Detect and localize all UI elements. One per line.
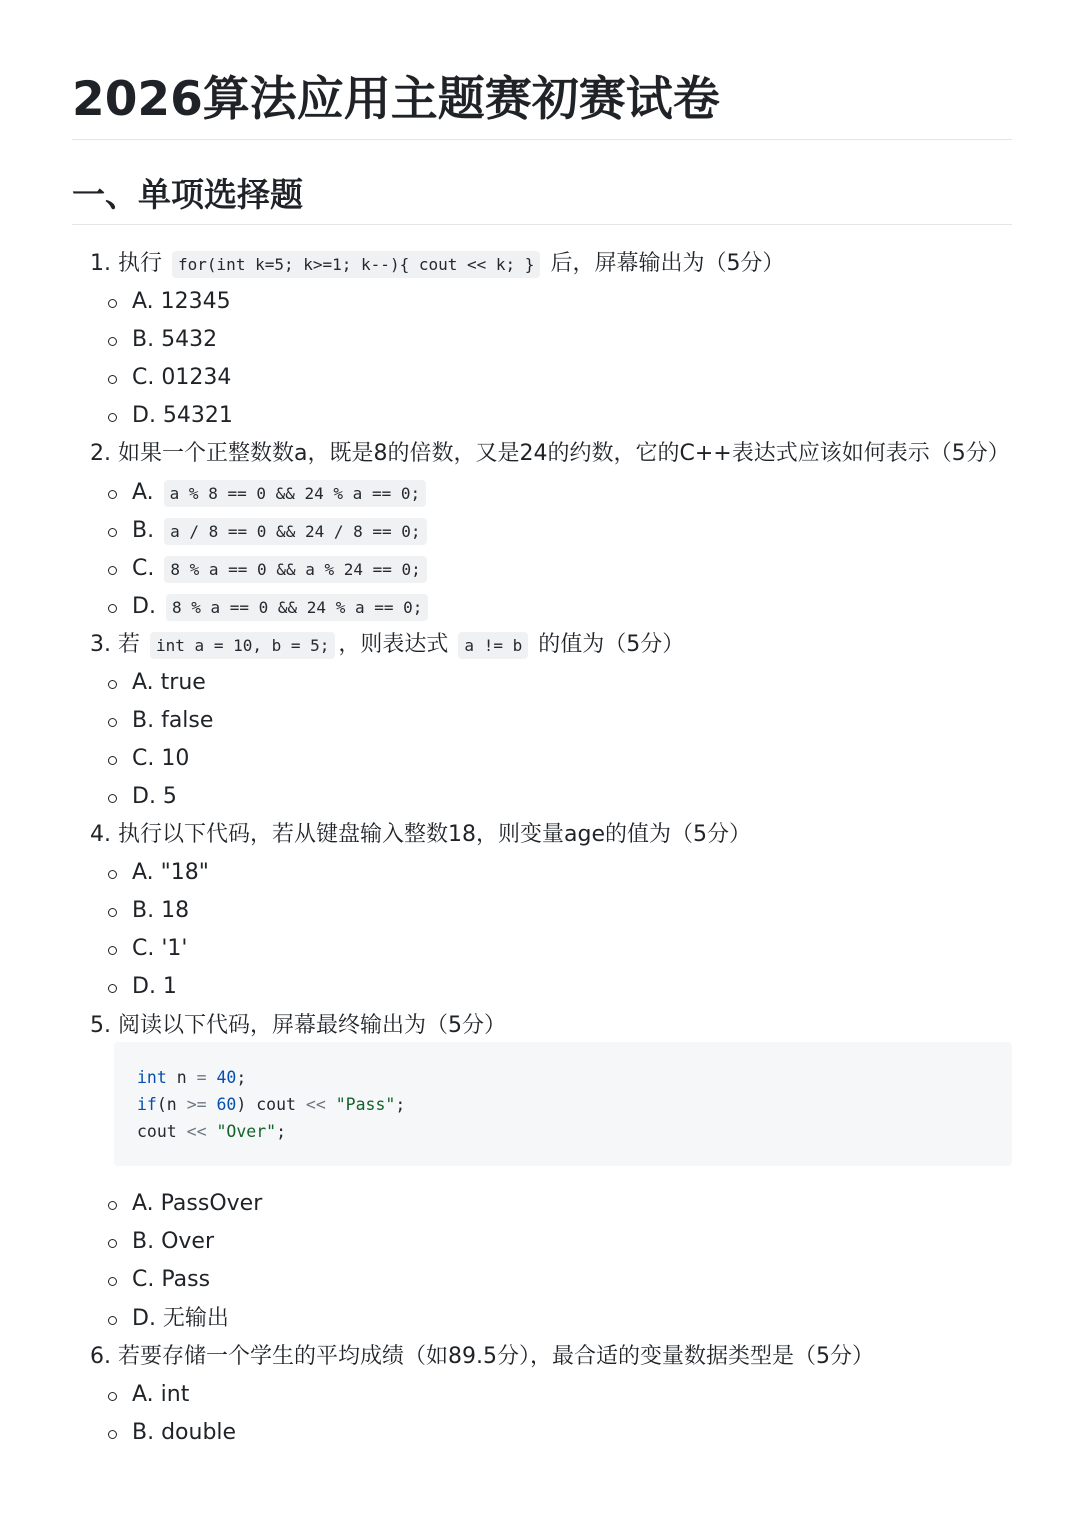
option-3d: D. 5 [132, 781, 177, 813]
option-4b: B. 18 [132, 895, 189, 927]
option-4a: A. "18" [132, 857, 209, 889]
option-6b: B. double [132, 1417, 236, 1449]
code-text: ) cout [236, 1095, 306, 1114]
question-text: 执行以下代码，若从键盘输入整数18，则变量age的值为（5分） [118, 822, 751, 847]
option-code: 8 % a == 0 && a % 24 == 0; [164, 556, 426, 583]
option-3c: C. 10 [132, 743, 189, 775]
question-4 [90, 819, 751, 851]
code-number: 60 [206, 1095, 237, 1114]
code-operator: = [196, 1068, 207, 1087]
option-code: a / 8 == 0 && 24 / 8 == 0; [164, 518, 426, 545]
question-text: 执行 [118, 251, 163, 276]
option-4d: D. 1 [132, 971, 177, 1003]
question-text: 阅读以下代码，屏幕最终输出为（5分） [118, 1013, 506, 1038]
code-operator: << [305, 1095, 326, 1114]
question-3 [90, 629, 684, 662]
option-code: 8 % a == 0 && 24 % a == 0; [166, 594, 428, 621]
code-text: ; [236, 1068, 247, 1087]
option-2b [132, 515, 430, 548]
option-2a [132, 477, 429, 510]
code-text: (n [156, 1095, 187, 1114]
code-string: "Over" [206, 1122, 277, 1141]
code-text: cout [137, 1122, 187, 1141]
option-4c: C. '1' [132, 933, 187, 965]
option-5a: A. PassOver [132, 1188, 262, 1220]
question-text: 后，屏幕输出为（5分） [550, 251, 785, 276]
code-line-2 [137, 1095, 405, 1114]
code-line-1 [137, 1068, 246, 1087]
option-letter: A. [132, 480, 154, 505]
question-6 [90, 1341, 874, 1373]
code-number: 40 [206, 1068, 237, 1087]
option-code: a % 8 == 0 && 24 % a == 0; [164, 480, 426, 507]
code-operator: >= [186, 1095, 207, 1114]
inline-code: a != b [458, 632, 528, 659]
question-number: 1. [90, 251, 111, 276]
option-1a: A. 12345 [132, 286, 231, 318]
title-divider [72, 139, 1012, 140]
question-5 [90, 1010, 506, 1042]
inline-code: for(int k=5; k>=1; k--){ cout << k; } [172, 251, 540, 278]
option-2d [132, 591, 431, 624]
question-number: 4. [90, 822, 111, 847]
code-line-3 [137, 1122, 286, 1141]
question-2 [90, 438, 1010, 470]
option-5b: B. Over [132, 1226, 214, 1258]
question-text: 若 [118, 632, 141, 657]
option-letter: B. [132, 518, 155, 543]
code-text: ; [276, 1122, 287, 1141]
inline-code: int a = 10, b = 5; [150, 632, 335, 659]
question-number: 2. [90, 441, 111, 466]
question-1 [90, 248, 784, 281]
code-block [114, 1042, 1012, 1166]
option-1d: D. 54321 [132, 400, 233, 432]
code-content [137, 1064, 405, 1145]
section-divider [72, 224, 1012, 225]
option-1c: C. 01234 [132, 362, 231, 394]
option-3b: B. false [132, 705, 213, 737]
question-text: 的值为（5分） [538, 632, 685, 657]
code-keyword: if [137, 1095, 157, 1114]
option-2c [132, 553, 430, 586]
question-text: 若要存储一个学生的平均成绩（如89.5分），最合适的变量数据类型是（5分） [118, 1344, 874, 1369]
code-operator: << [186, 1122, 207, 1141]
page-title: 2026算法应用主题赛初赛试卷 [72, 72, 720, 127]
question-text: ，则表达式 [338, 632, 449, 657]
option-5c: C. Pass [132, 1264, 210, 1296]
code-string: "Pass" [325, 1095, 396, 1114]
code-keyword: int [137, 1068, 167, 1087]
option-6a: A. int [132, 1379, 189, 1411]
question-number: 6. [90, 1344, 111, 1369]
code-text: n [166, 1068, 197, 1087]
option-5d: D. 无输出 [132, 1303, 229, 1335]
option-letter: C. [132, 556, 155, 581]
question-number: 5. [90, 1013, 111, 1038]
option-1b: B. 5432 [132, 324, 217, 356]
question-number: 3. [90, 632, 111, 657]
option-3a: A. true [132, 667, 206, 699]
option-letter: D. [132, 594, 156, 619]
code-text: ; [395, 1095, 406, 1114]
section-heading: 一、单项选择题 [72, 175, 303, 214]
question-text: 如果一个正整数数a，既是8的倍数，又是24的约数，它的C++表达式应该如何表示（5分） [118, 441, 1010, 466]
